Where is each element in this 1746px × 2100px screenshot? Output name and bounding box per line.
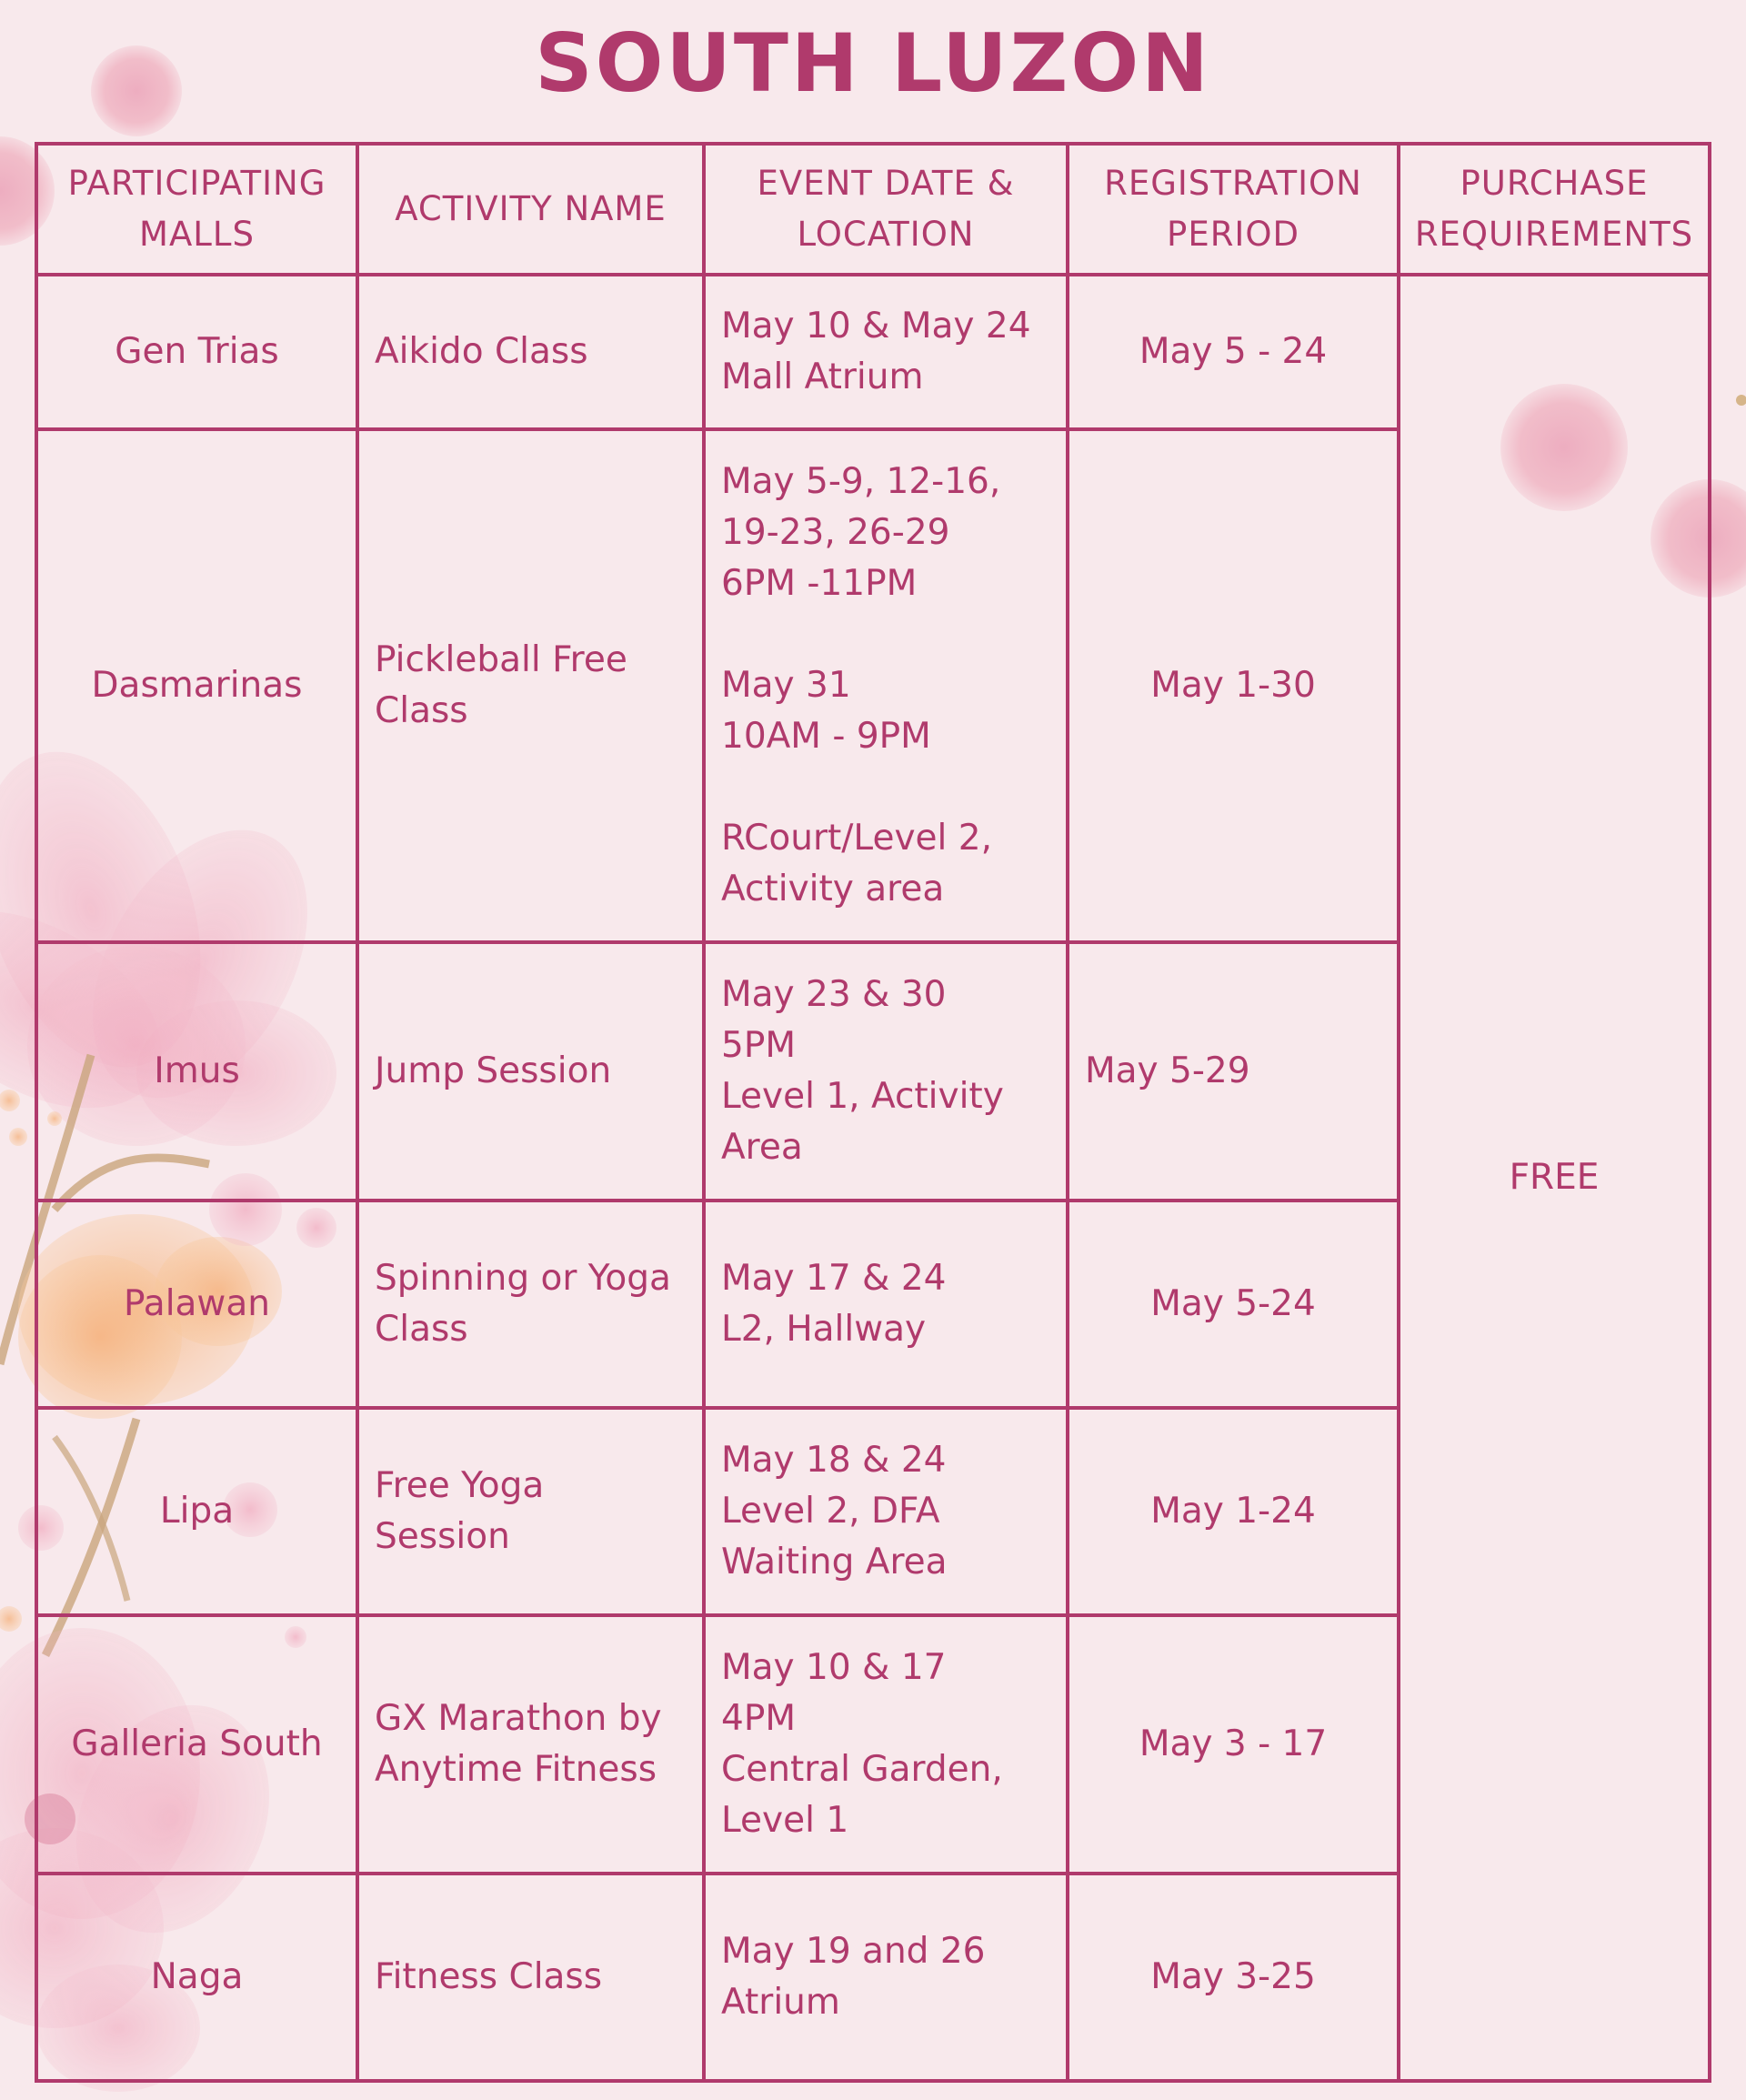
- mall-cell: Naga: [150, 1956, 244, 1997]
- header-registration-period: REGISTRATION PERIOD: [1104, 164, 1362, 254]
- activity-cell: Aikido Class: [375, 331, 588, 372]
- mall-cell: Imus: [154, 1050, 240, 1091]
- registration-cell: May 5-24: [1150, 1283, 1316, 1324]
- event-cell: May 10 & May 24 Mall Atrium: [721, 306, 1031, 397]
- registration-cell: May 1-24: [1150, 1491, 1316, 1532]
- activity-cell: GX Marathon by Anytime Fitness: [375, 1698, 662, 1790]
- event-cell: May 5-9, 12-16, 19-23, 26-29 6PM -11PM May 31 10AM - 9PM RCourt/Level 2, Activity area: [721, 461, 1001, 909]
- mall-cell: Dasmarinas: [91, 665, 303, 706]
- activity-cell: Jump Session: [375, 1050, 612, 1091]
- activity-cell: Free Yoga Session: [375, 1465, 545, 1557]
- event-cell: May 18 & 24 Level 2, DFA Waiting Area: [721, 1440, 948, 1583]
- event-cell: May 23 & 30 5PM Level 1, Activity Area: [721, 974, 1004, 1168]
- header-purchase-requirements: PURCHASE REQUIREMENTS: [1414, 164, 1694, 254]
- mall-cell: Palawan: [124, 1283, 270, 1324]
- registration-cell: May 5 - 24: [1139, 331, 1328, 372]
- activity-cell: Spinning or Yoga Class: [375, 1258, 671, 1350]
- purchase-requirement-cell: FREE: [1509, 1157, 1600, 1198]
- activity-cell: Fitness Class: [375, 1956, 603, 1997]
- mall-cell: Galleria South: [71, 1723, 323, 1764]
- activity-cell: Pickleball Free Class: [375, 639, 627, 731]
- registration-cell: May 1-30: [1150, 665, 1316, 706]
- header-participating-malls: PARTICIPATING MALLS: [67, 164, 326, 254]
- header-activity-name: ACTIVITY NAME: [395, 189, 667, 228]
- event-cell: May 10 & 17 4PM Central Garden, Level 1: [721, 1647, 1003, 1841]
- event-cell: May 19 and 26 Atrium: [721, 1931, 986, 2023]
- mall-cell: Gen Trias: [115, 331, 279, 372]
- registration-cell: May 5-29: [1085, 1050, 1250, 1091]
- page-title: SOUTH LUZON: [535, 16, 1211, 110]
- event-cell: May 17 & 24 L2, Hallway: [721, 1258, 947, 1350]
- registration-cell: May 3-25: [1150, 1956, 1316, 1997]
- mall-cell: Lipa: [159, 1491, 235, 1532]
- registration-cell: May 3 - 17: [1139, 1723, 1328, 1764]
- header-event-date-location: EVENT DATE & LOCATION: [757, 164, 1015, 254]
